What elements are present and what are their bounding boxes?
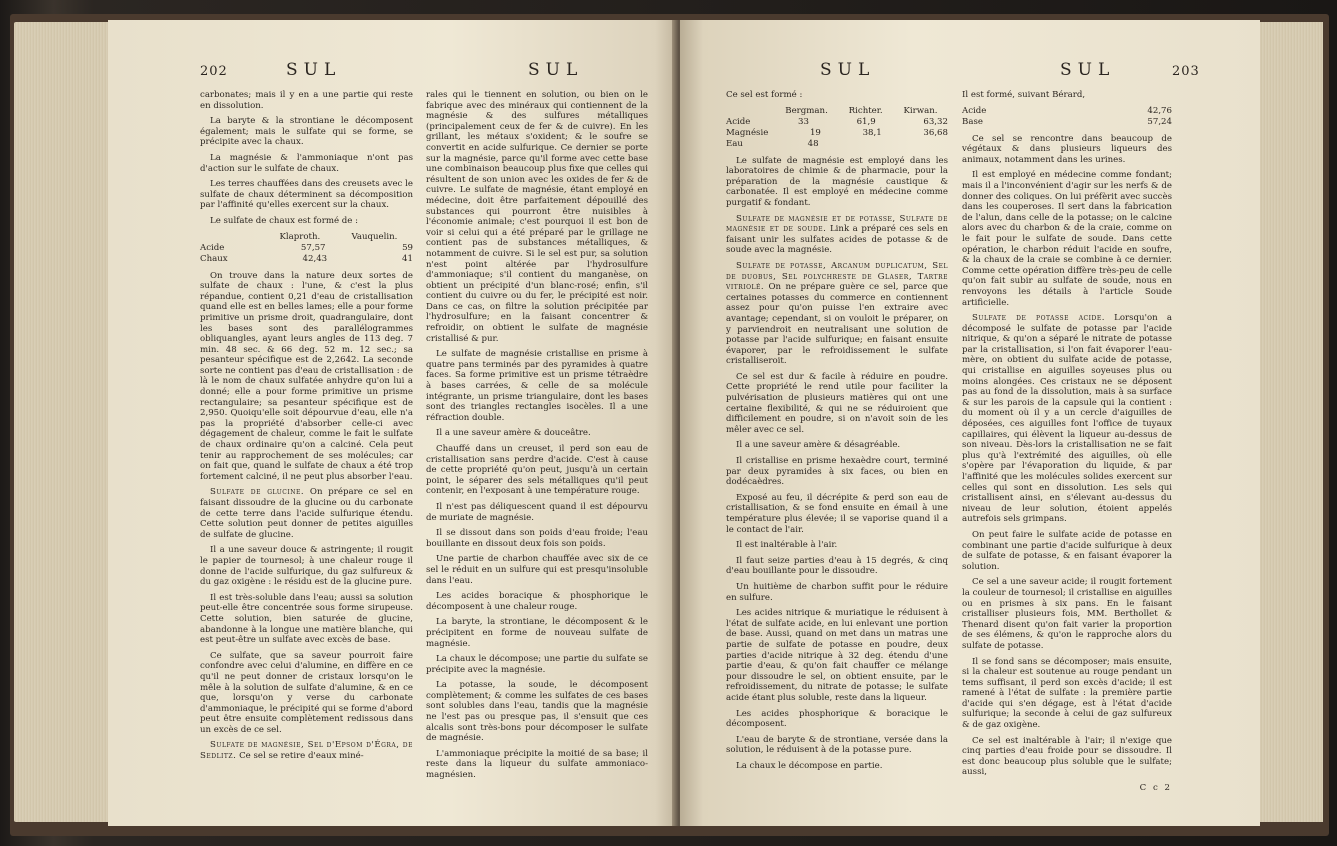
paragraph: Une partie de charbon chauffée avec six de ce sel le réduit en un sulfure qui est presqu'insoluble dans l'eau. — [426, 554, 648, 586]
paragraph-text: Link a préparé ces sels en faisant unir les sulfates acides de potasse & de soude avec la magnésie. — [726, 224, 948, 256]
paragraph: rales qui le tiennent en solution, ou bien on le fabrique avec des minéraux qui contiennent de la magnésie & des sulfures métalliques (principalement ceux de fer & de cuivre). En les grillant, les métaux s'oxident; & le soufre se convertit en acide sulfurique. Ce dernier se porte sur la magnésie, parce qu'il forme avec cette base une combinaison beaucoup plus fixe que celles qui résultent de son union avec les oxides de fer & de cuivre. Le sulfate de magnésie, étant employé en médecine, doit être parfaitement dépouillé des substances qui pourront être nuisibles à l'économie animale; c'est pourquoi il est bon de voir si celui qui a été préparé par le grillage ne contient pas de substances métalliques, & notamment de cuivre. Si le sel est pur, sa solution n'est point altérée par l'hydrosulfure d'ammoniaque; s'il contient du manganèse, on obtient un précipité d'un blanc-rosé; enfin, s'il contient du cuivre ou du fer, le précipité est noir. Dans ce cas, on filtre la solution précipitée par l'hydrosulfure; en la faisant concentrer & refroidir, on obtient le sulfate de magnésie cristallisé & pur. — [426, 90, 648, 344]
running-title-col2: SUL — [528, 60, 584, 80]
paragraph: L'ammoniaque précipite la moitié de sa base; il reste dans la liqueur du sulfate ammoniaco-magnésien. — [426, 748, 648, 781]
composition-table — [726, 106, 948, 150]
paragraph: La chaux le décompose; une partie du sulfate se précipite avec la magnésie. — [426, 654, 648, 675]
table-row — [200, 243, 413, 254]
table-cell: 57,24 — [1147, 116, 1172, 127]
running-title: SUL — [820, 60, 876, 80]
paragraph: La baryte & la strontiane le décomposent également; mais le sulfate qui se forme, se précipite avec la chaux. — [200, 116, 413, 148]
left-column-1 — [200, 90, 413, 767]
running-title-col2: SUL — [1060, 60, 1116, 80]
table-cell: Chaux — [200, 253, 228, 264]
paragraph: Chauffé dans un creuset, il perd son eau de cristallisation sans perdre d'acide. C'est à cause de cette propriété qu'on peut, jusqu'à un certain point, le séparer des sels métalliques qu'il peut contenir, en l'exposant à une température rouge. — [426, 444, 648, 497]
page-number: 202 — [200, 64, 228, 79]
running-title: SUL — [286, 60, 342, 80]
table-row — [962, 106, 1172, 117]
table-cell: Eau — [726, 138, 743, 149]
paragraph: Les terres chauffées dans des creusets avec le sulfate de chaux déterminent sa décomposition par l'affinité qu'elles exercent sur la chaux. — [200, 179, 413, 211]
entry-heading: Sulfate de potasse acide. — [972, 313, 1105, 324]
table-cell: 57,57 — [300, 242, 326, 253]
paragraph: L'eau de baryte & de strontiane, versée dans la solution, le réduisent à de la potasse pure. — [726, 734, 948, 756]
paragraph-text: Lorsqu'on a décomposé le sulfate de potasse par l'acide nitrique, & qu'on a séparé le nitrate de potasse par la cristallisation, si l'on fait évaporer l'eau-mère, on obtient du sulfate acide de potasse, qui cristallise en aiguilles soyeuses plus ou moins alongées. Ces cristaux ne se déposent pas au fond de la dissolution, mais à sa surface & sur les parois de la capsule qui la contient : du moment où il y a un cercle d'aiguilles de déposées, ces aiguilles font l'office de tuyaux capillaires, qui élèvent la liqueur au-dessus de son niveau. Dès-lors la cristallisation ne se fait plus qu'à l'extrémité des aiguilles, où elle s'opère par l'évaporation du liquide, & par l'affinité que les molécules solides exercent sur celles qui sont en dissolution. Les sels qui cristallisent ainsi, en s'élevant au-dessus du niveau de leur solution, étoient appelés autrefois sels grimpans. — [962, 313, 1172, 525]
paragraph: Il est très-soluble dans l'eau; aussi sa solution peut-elle être concentrée sous forme sirupeuse. Cette solution, bien saturée de glucine, abandonne à la longue une matière blanche, qui est peut-être un sulfate avec excès de base. — [200, 592, 413, 646]
paragraph-text: On prépare ce sel en faisant dissoudre de la glucine ou du carbonate de cette terre dans l'acide sulfurique étendu. Cette solution peut donner de petites aiguilles de sulfate de glucine. — [200, 487, 413, 540]
paragraph: carbonates; mais il y en a une partie qui reste en dissolution. — [200, 90, 413, 111]
page-edges-right — [1251, 22, 1323, 822]
paragraph: Le sulfate de magnésie cristallise en prisme à quatre pans terminés par des pyramides à quatre faces. Sa forme primitive est un prisme tétraèdre à bases carrées, & celle de sa molécule intégrante, un prisme triangulaire, dont les bases sont des triangles rectangles isocèles. Il a une réfraction double. — [426, 349, 648, 423]
paragraph: Ce sel est dur & facile à réduire en poudre. Cette propriété le rend utile pour faciliter la pulvérisation de plusieurs matières qui ont une certaine flexibilité, & qui ne se réduiroient que difficilement en poudre, si on n'avoit soin de les mêler avec ce sel. — [726, 371, 948, 435]
table-cell: 59 — [402, 242, 413, 253]
right-column-1 — [726, 90, 948, 776]
paragraph-text: On ne prépare guère ce sel, parce que certaines potasses du commerce en contiennent assez pour qu'on puisse l'en extraire avec avantage; cependant, si on vouloit le préparer, on y parviendroit en neutralisant une solution de potasse par l'acide sulfurique; en faisant ensuite évaporer, par le refroidissement le sulfate cristalliseroit. — [726, 282, 948, 367]
paragraph: Il est employé en médecine comme fondant; mais il a l'inconvénient d'agir sur les nerfs & de donner des coliques. On lui préfèrit avec succès dans les couperoses. Il sert dans la fabrication de l'alun, dans celle de la potasse; on le calcine alors avec du charbon & de la craie, comme on le fait pour le sulfate de soude. Dans cette opération, le charbon réduit l'acide en soufre, & la chaux de la craie se combine à ce dernier. Comme cette opération diffère très-peu de celle qu'on fait subir au sulfate de soude, nous en renvoyons les détails à l'article Soude artificielle. — [962, 170, 1172, 308]
paragraph: La magnésie & l'ammoniaque n'ont pas d'action sur le sulfate de chaux. — [200, 152, 413, 174]
paragraph: Ce sel est inaltérable à l'air; il n'exige que cinq parties d'eau froide pour se dissoudre. Il est donc beaucoup plus soluble que le sulfate; aussi, — [962, 735, 1172, 778]
table-cell: 61,9 — [856, 116, 876, 127]
table-cell: Acide — [962, 105, 987, 116]
paragraph: Ce sulfate, que sa saveur pourroit faire confondre avec celui d'alumine, en diffère en ce qu'il ne peut donner de cristaux lorsqu'on le mêle à la solution de sulfate d'alumine, & en ce que, lorsqu'on y verse du carbonate d'ammoniaque, le précipité qui se forme d'abord peut être ensuite complètement redissous dans un excès de ce sel. — [200, 650, 413, 735]
table-row — [200, 254, 413, 265]
paragraph: Il a une saveur amère & douceâtre. — [436, 428, 591, 439]
paragraph: Il n'est pas déliquescent quand il est dépourvu de muriate de magnésie. — [426, 501, 648, 523]
table-header: Bergman. — [785, 105, 828, 116]
table-header: Richter. — [848, 105, 883, 116]
paragraph: Il cristallise en prisme hexaèdre court, terminé par deux pyramides à six faces, ou bien en dodécaèdres. — [726, 456, 948, 488]
right-page — [680, 20, 1260, 826]
paragraph: Le sulfate de magnésie est employé dans les laboratoires de chimie & de pharmacie, pour la préparation de la magnésie caustique & carbonatée. Il est employé en médecine comme purgatif & fondant. — [726, 155, 948, 208]
table-cell: 36,68 — [923, 127, 948, 138]
table-header: Vauquelin. — [351, 231, 398, 242]
paragraph: La chaux le décompose en partie. — [736, 760, 883, 771]
composition-table — [962, 106, 1172, 128]
paragraph: Le sulfate de chaux est formé de : — [210, 215, 359, 226]
table-cell: 41 — [402, 253, 413, 264]
paragraph: Les acides phosphorique & boracique le décomposent. — [726, 708, 948, 730]
table-cell: Acide — [200, 242, 225, 253]
table-cell: 42,43 — [302, 253, 328, 264]
table-cell: Acide — [726, 116, 751, 127]
table-cell: 48 — [807, 138, 819, 149]
table-cell: 63,32 — [923, 116, 948, 127]
paragraph: Un huitième de charbon suffit pour le réduire en sulfure. — [726, 581, 948, 603]
paragraph: Il a une saveur amère & désagréable. — [736, 440, 901, 451]
table-row — [726, 139, 948, 150]
paragraph: Il est inaltérable à l'air. — [736, 540, 838, 551]
paragraph: Il faut seize parties d'eau à 15 degrés, & cinq d'eau bouillante pour le dissoudre. — [726, 555, 948, 577]
left-column-2 — [426, 90, 648, 786]
paragraph: Il se dissout dans son poids d'eau froide; l'eau bouillante en dissout deux fois son poids. — [426, 528, 648, 549]
paragraph: Les acides nitrique & muriatique le réduisent à l'état de sulfate acide, en lui enlevant une portion de base. Aussi, quand on met dans un matras une partie de sulfate de potasse en poudre, deux parties d'acide nitrique à 32 deg. étendu d'une partie d'eau, & qu'on fait chauffer ce mélange pour dissoudre le sel, on obtient ensuite, par le refroidissement, du nitrate de potasse; le sulfate acide étant plus soluble, reste dans la liqueur. — [726, 608, 948, 703]
left-page — [108, 20, 678, 826]
paragraph: Il se fond sans se décomposer; mais ensuite, si la chaleur est soutenue au rouge pendant un tems suffisant, il perd son excès d'acide; il est ramené à l'état de sulfate : la première partie d'acide qui s'en dégage, est à l'état d'acide sulfurique; la seconde à celui de gaz sulfureux & de gaz oxigène. — [962, 656, 1172, 731]
table-cell: 38,1 — [862, 127, 882, 138]
paragraph: On trouve dans la nature deux sortes de sulfate de chaux : l'une, & c'est la plus répandue, contient 0,21 d'eau de cristallisation quand elle est en belles lames; elle a pour forme primitive un prisme droit, quadrangulaire, dont les bases sont des parallélogrammes obliquangles, ayant leurs angles de 113 deg. 7 min. 48 sec. & 66 deg. 52 m. 12 sec.; sa pesanteur spécifique est de 2,2642. La seconde sorte ne contient pas d'eau de cristallisation : de là le nom de chaux sulfatée anhydre qu'on lui a donné; elle a pour forme primitive un prisme rectangulaire; sa pesanteur spécifique est de 2,950. Quoiqu'elle soit dépourvue d'eau, elle n'a pas la propriété d'absorber celle-ci avec dégagement de chaleur, comme le fait le sulfate de chaux ordinaire qu'on a calciné. Cela peut tenir au rapprochement de ses molécules; car on fait que, quand le sulfate de chaux a été trop fortement calciné, il ne peut plus absorber l'eau. — [200, 270, 413, 482]
paragraph-text: Ce sel se retire d'eaux miné- — [239, 751, 364, 762]
paragraph: Il a une saveur douce & astringente; il rougit le papier de tournesol; à une chaleur rouge il donne de l'acide sulfurique, du gaz sulfureux & du gaz oxigène : le résidu est de la glucine pure. — [200, 545, 413, 588]
table-header: Kirwan. — [903, 105, 938, 116]
table-cell: 42,76 — [1147, 105, 1172, 116]
table-cell: Base — [962, 116, 983, 127]
composition-table — [200, 232, 413, 265]
paragraph: Les acides boracique & phosphorique le décomposent à une chaleur rouge. — [426, 591, 648, 612]
entry-heading: Sulfate de magnésie, Sel d'Epsom d'Égra, de Sedlitz. — [200, 740, 413, 762]
entry-heading: Sulfate de glucine. — [210, 487, 305, 498]
right-column-2 — [962, 90, 1172, 794]
page-edges-left — [14, 22, 114, 822]
paragraph: Il est formé, suivant Bérard, — [962, 90, 1086, 100]
table-row — [962, 117, 1172, 128]
table-cell: 19 — [809, 127, 821, 138]
paragraph: La potasse, la soude, le décomposent complètement; & comme les sulfates de ces bases sont solubles dans l'eau, tandis que la magnésie ne l'est pas ou presque pas, il s'ensuit que ces alcalis sont très-bons pour décomposer le sulfate de magnésie. — [426, 680, 648, 744]
signature-mark: C c 2 — [1139, 783, 1172, 794]
paragraph: Ce sel a une saveur acide; il rougit fortement la couleur de tournesol; il cristallise en aiguilles ou en prismes à six pans. En le faisant cristalliser plusieurs fois, MM. Berthollet & Thenard disent qu'on fait varier la proportion de ses élémens, & qu'on le rapproche alors du sulfate de potasse. — [962, 577, 1172, 651]
paragraph: La baryte, la strontiane, le décomposent & le précipitent en forme de nouveau sulfate de magnésie. — [426, 617, 648, 649]
table-header: Klaproth. — [279, 231, 321, 242]
table-cell: Magnésie — [726, 127, 769, 138]
paragraph: On peut faire le sulfate acide de potasse en combinant une partie d'acide sulfurique à deux de sulfate de potasse, & en faisant évaporer la solution. — [962, 529, 1172, 572]
paragraph: Ce sel se rencontre dans beaucoup de végétaux & dans plusieurs liqueurs des animaux, notamment dans les urines. — [962, 133, 1172, 165]
table-row — [726, 128, 948, 139]
page-number: 203 — [1172, 64, 1200, 79]
paragraph: Ce sel est formé : — [726, 90, 803, 100]
table-cell: 33 — [798, 116, 809, 127]
entry-heading: Sulfate de magnésie et de potasse, Sulfate de magnésie et de soude. — [726, 213, 948, 235]
paragraph: Exposé au feu, il décrépite & perd son eau de cristallisation, & se fond ensuite en émail à une température plus élevée; il se vaporise quand il a le contact de l'air. — [726, 492, 948, 535]
entry-heading: Sulfate de potasse, Arcanum duplicatum, Sel de duobus, Sel polychreste de Glaser, Tartre vitriolé. — [726, 260, 948, 293]
table-row — [726, 117, 948, 128]
